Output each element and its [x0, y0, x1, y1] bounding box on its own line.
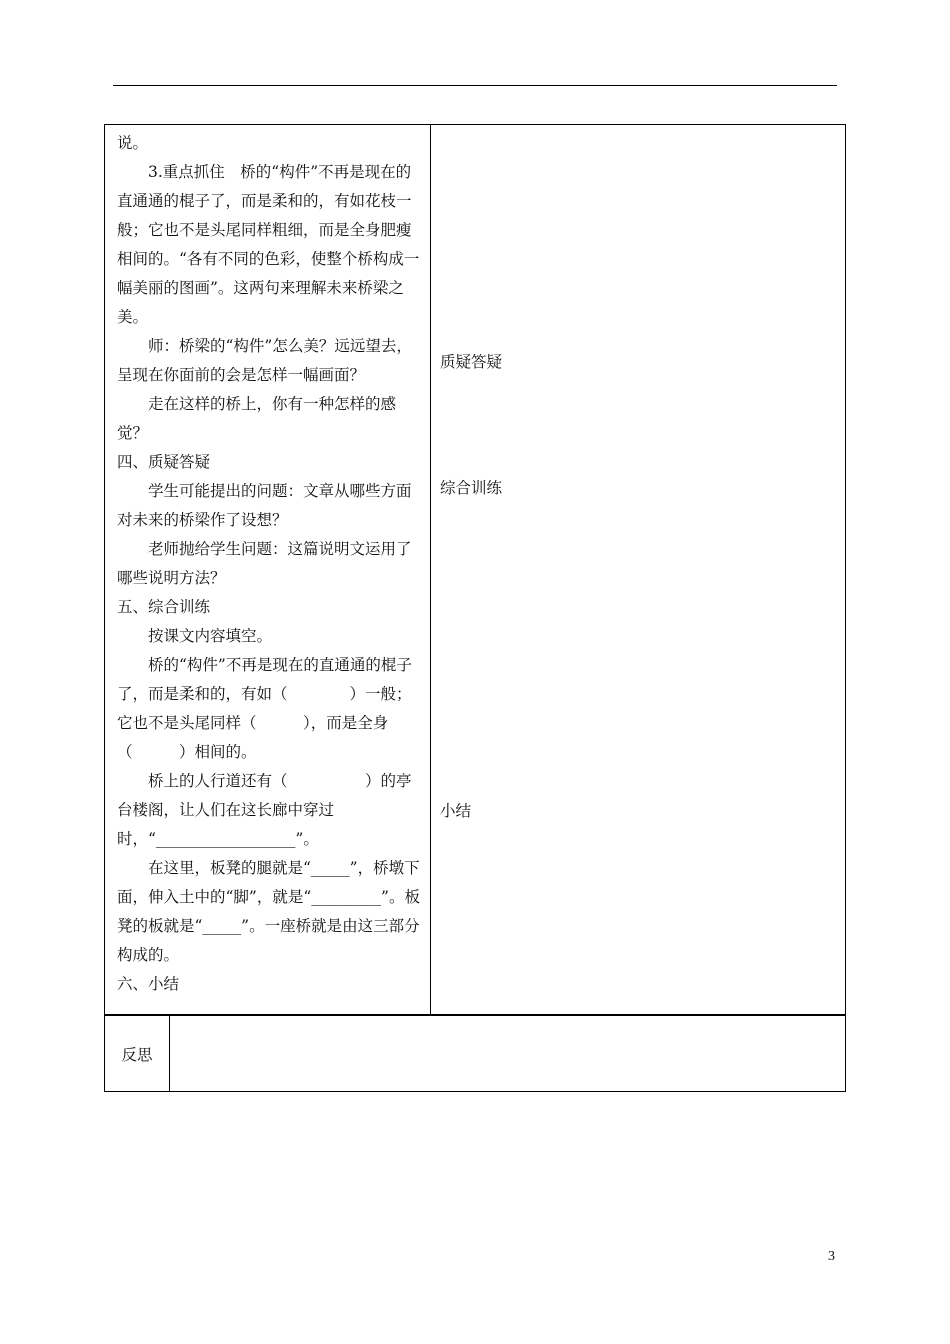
text-paragraph: 师：桥梁的“构件”怎么美？远远望去，呈现在你面前的会是怎样一幅画面？ [117, 337, 412, 384]
section-heading: 四、质疑答疑 [117, 453, 211, 471]
label-comprehensive-training: 综合训练 [440, 479, 503, 497]
label-summary: 小结 [440, 802, 472, 820]
text-paragraph: 走在这样的桥上，你有一种怎样的感觉？ [117, 395, 397, 442]
teaching-process-text [105, 125, 430, 999]
page-number: 3 [828, 1249, 835, 1264]
lesson-row [105, 125, 846, 1015]
reflection-table [104, 1015, 846, 1092]
text-paragraph: 按课文内容填空。 [148, 627, 273, 645]
reflection-row [105, 1016, 846, 1092]
text-paragraph: 老师抛给学生问题：这篇说明文运用了哪些说明方法？ [117, 540, 412, 587]
fill-blank-paragraph: 桥的“构件”不再是现在的直通通的棍子了，而是柔和的，有如（ ）一般；它也不是头尾同样（ ），而是全身（ ）相间的。 [117, 656, 412, 761]
reflection-label: 反思 [105, 1016, 170, 1092]
design-intent-content [431, 125, 845, 1014]
design-intent-cell [431, 125, 846, 1015]
header-rule [113, 85, 837, 86]
fill-blank-paragraph: 在这里，板凳的腿就是“_____”，桥墩下面，伸入土中的“脚”，就是“_________”。板凳的板就是“_____”。一座桥就是由这三部分构成的。 [117, 859, 420, 964]
section-heading: 六、小结 [117, 975, 180, 993]
teaching-process-cell [105, 125, 431, 1015]
fill-blank-paragraph: 桥上的人行道还有（ ）的亭台楼阁，让人们在这长廊中穿过时，“__________________”。 [117, 772, 412, 848]
label-question-answer: 质疑答疑 [440, 353, 503, 371]
text-paragraph: 学生可能提出的问题：文章从哪些方面对未来的桥梁作了设想？ [117, 482, 412, 529]
text-paragraph: 3.重点抓住 桥的“构件”不再是现在的直通通的棍子了，而是柔和的，有如花枝一般；它也不是头尾同样粗细，而是全身肥瘦相间的。“各有不同的色彩，使整个桥构成一幅美丽的图画”。这两句来理解未来桥梁之美。 [117, 163, 420, 326]
text-line: 说。 [117, 134, 149, 152]
section-heading: 五、综合训练 [117, 598, 211, 616]
lesson-plan-table [104, 124, 846, 1015]
reflection-content [170, 1016, 846, 1092]
